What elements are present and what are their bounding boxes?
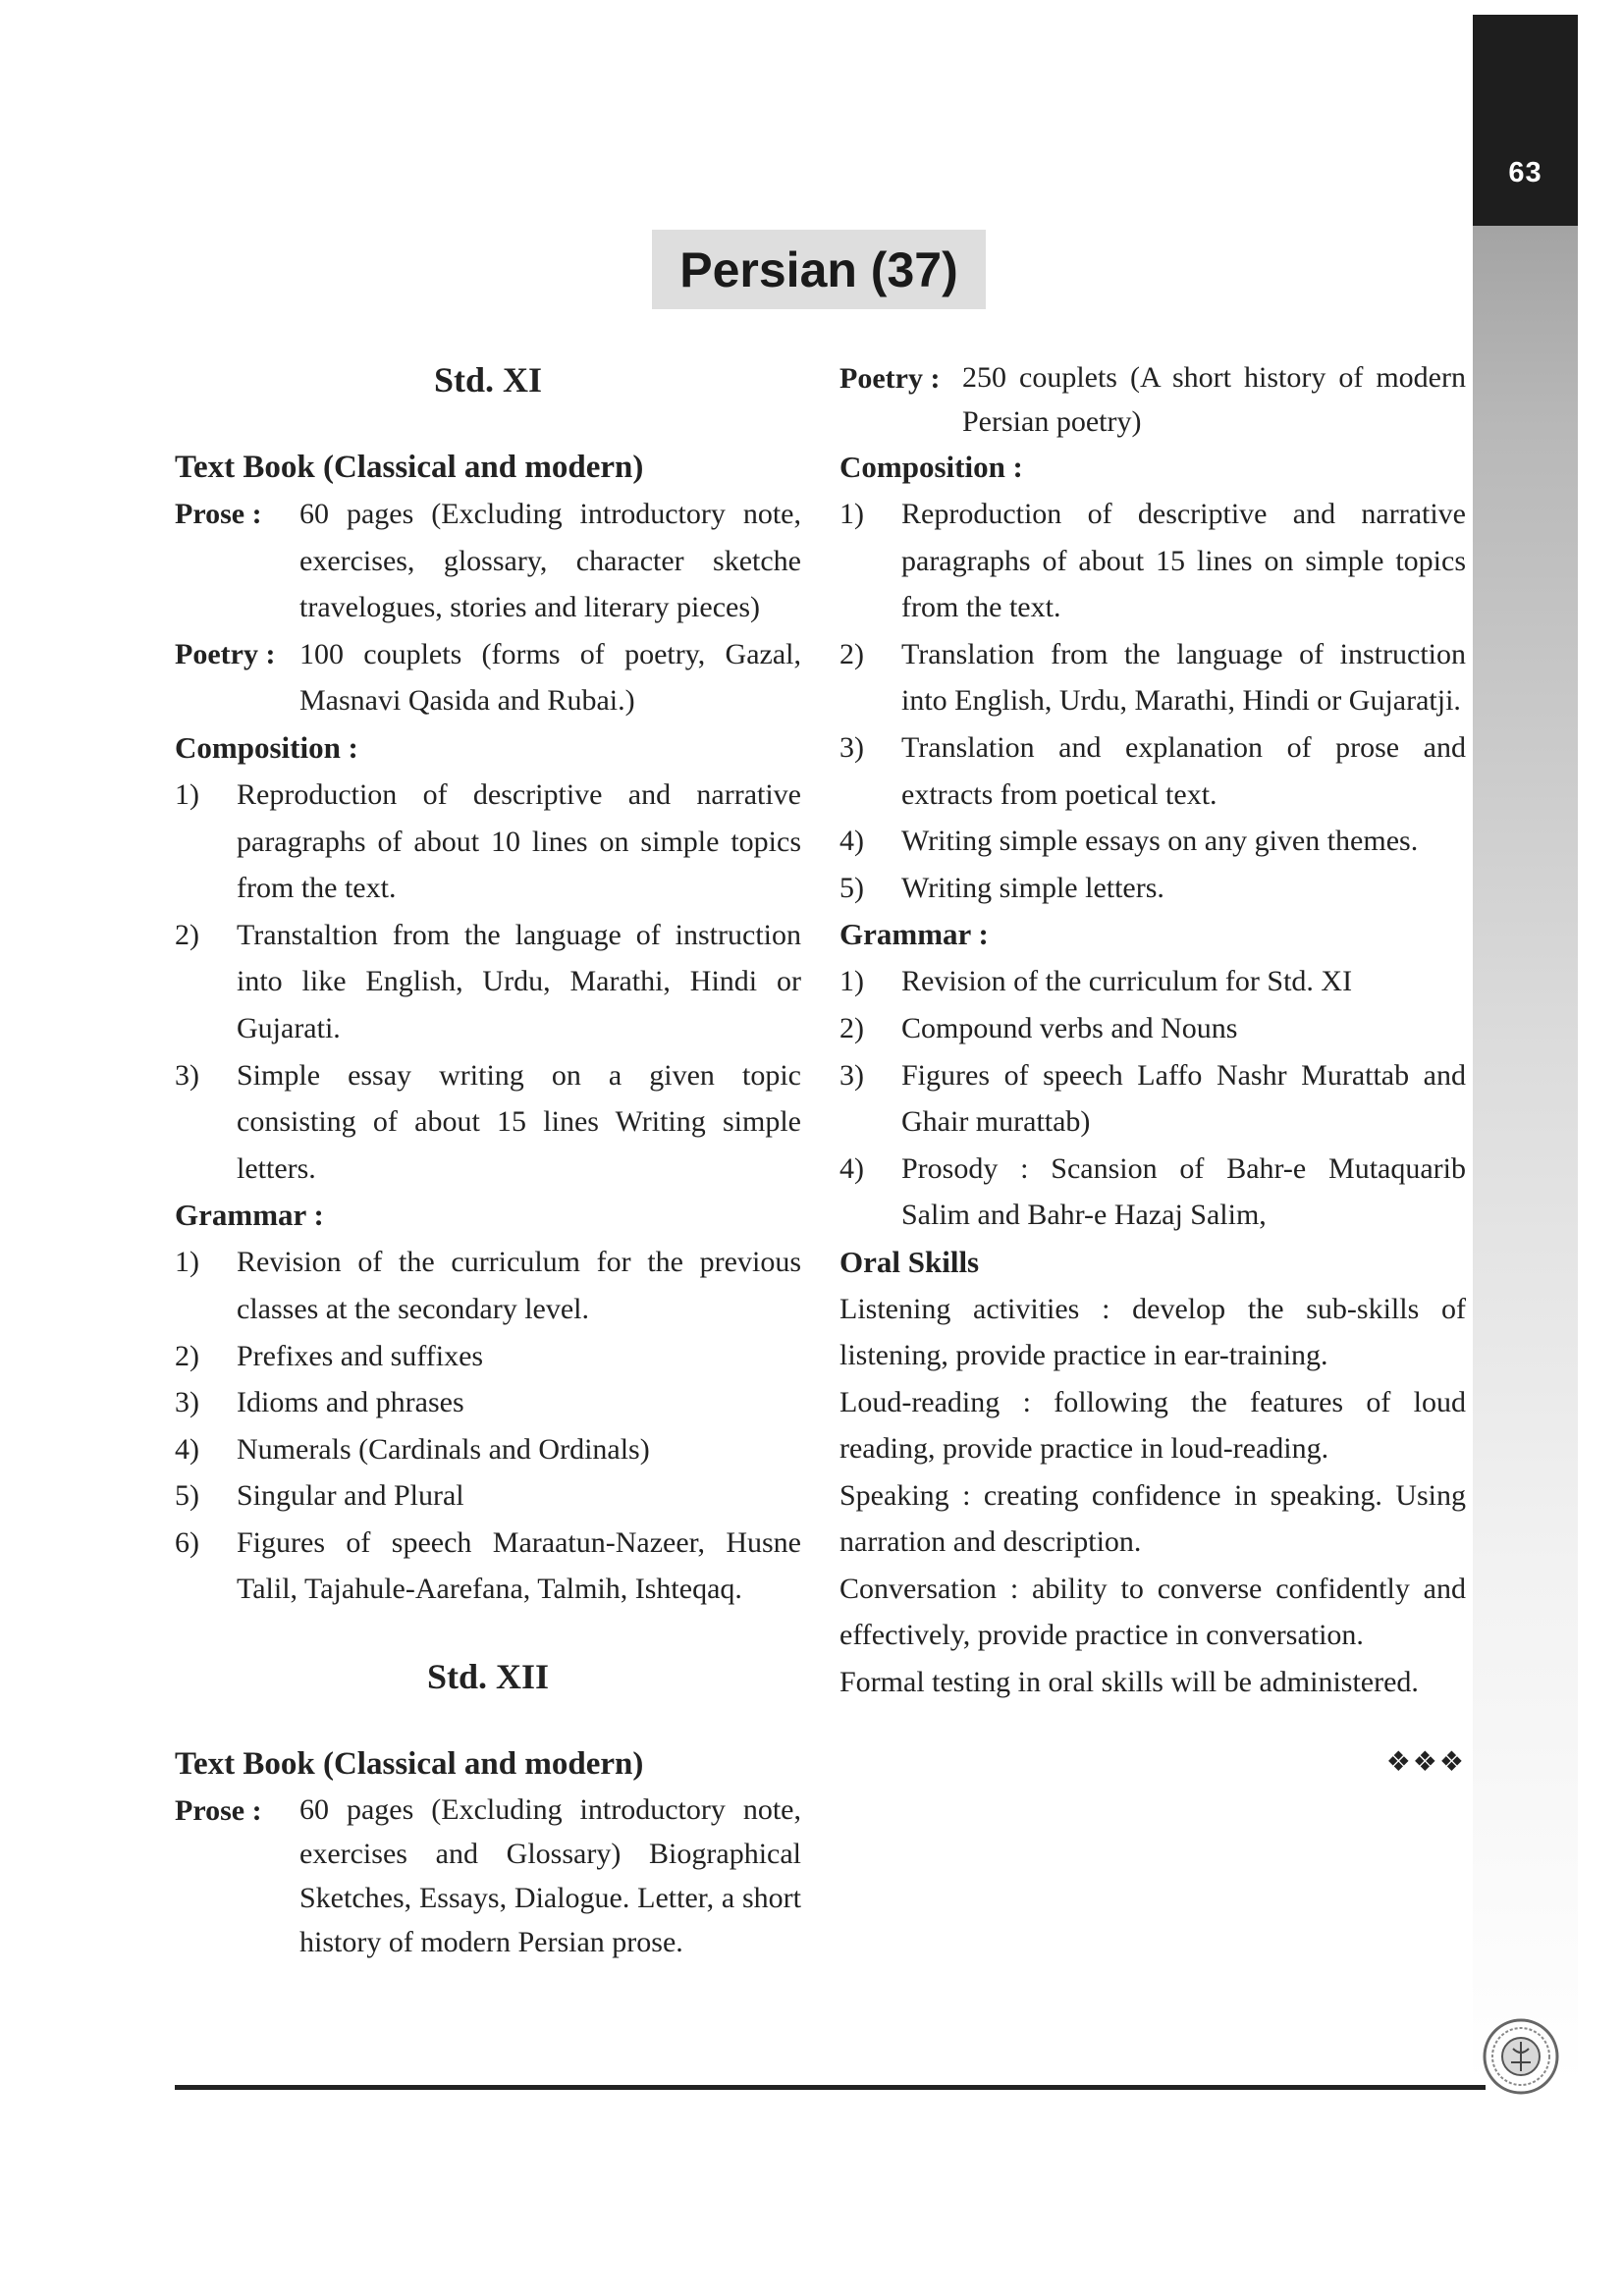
std-xi-grammar-list xyxy=(175,1239,801,1613)
end-ornament: ❖❖❖ xyxy=(1385,1747,1466,1779)
page-title: Persian (37) xyxy=(652,230,986,309)
page-tab xyxy=(1473,15,1578,226)
poetry-text: 100 couplets (forms of poetry, Gazal, Masnavi Qasida and Rubai.) xyxy=(299,637,801,718)
item-number: 1) xyxy=(175,1246,199,1279)
oral-skill-paragraph: Conversation : ability to converse confidently and effectively, provide practice in conversation. xyxy=(839,1572,1466,1652)
oral-skill-paragraph: Formal testing in oral skills will be administered. xyxy=(839,1665,1419,1698)
std-xii-prose xyxy=(175,1788,801,1964)
list-item xyxy=(175,1333,801,1380)
list-item xyxy=(839,958,1466,1005)
std-xi-textbook-heading: Text Book (Classical and modern) xyxy=(175,450,644,485)
item-number: 2) xyxy=(839,637,864,670)
item-text: Translation from the language of instruction into English, Urdu, Marathi, Hindi or Gujaratji. xyxy=(901,637,1466,718)
left-column xyxy=(175,353,801,1964)
item-text: Translation and explanation of prose and extracts from poetical text. xyxy=(901,730,1466,811)
item-number: 3) xyxy=(839,730,864,764)
item-text: Reproduction of descriptive and narrative paragraphs of about 15 lines on simple topics from the text. xyxy=(901,498,1466,624)
item-text: Figures of speech Maraatun-Nazeer, Husne Talil, Tajahule-Aarefana, Talmih, Ishteqaq. xyxy=(237,1525,801,1606)
item-text: Revision of the curriculum for the previous classes at the secondary level. xyxy=(237,1246,801,1325)
list-item xyxy=(839,1005,1466,1052)
std-xii-composition-heading: Composition : xyxy=(839,450,1023,484)
item-number: 2) xyxy=(175,1339,199,1372)
item-number: 3) xyxy=(175,1386,199,1419)
oral-skill-paragraph: Loud-reading : following the features of loud reading, provide practice in loud-reading. xyxy=(839,1385,1466,1466)
list-item xyxy=(175,912,801,1052)
poetry-text: 250 couplets (A short history of modern Persian poetry) xyxy=(962,361,1466,438)
item-text: Prefixes and suffixes xyxy=(237,1339,484,1372)
item-text: Singular and Plural xyxy=(237,1479,464,1513)
list-item xyxy=(175,1472,801,1520)
item-text: Writing simple essays on any given themes. xyxy=(901,825,1419,858)
item-text: Numerals (Cardinals and Ordinals) xyxy=(237,1432,650,1466)
std-xii-heading: Std. XII xyxy=(426,1657,550,1697)
item-number: 4) xyxy=(839,825,864,858)
item-number: 5) xyxy=(839,871,864,904)
item-number: 3) xyxy=(175,1058,199,1092)
oral-skill-paragraph: Listening activities : develop the sub-skills of listening, provide practice in ear-training. xyxy=(839,1292,1466,1372)
std-xi-poetry xyxy=(175,631,801,724)
std-xi-prose xyxy=(175,491,801,631)
list-item xyxy=(839,818,1466,865)
list-item xyxy=(839,865,1466,912)
list-item xyxy=(839,1052,1466,1146)
oral-skills-heading: Oral Skills xyxy=(839,1244,980,1279)
item-number: 4) xyxy=(175,1432,199,1466)
list-item xyxy=(175,1052,801,1193)
item-number: 6) xyxy=(175,1525,199,1559)
item-text: Compound verbs and Nouns xyxy=(901,1011,1238,1044)
std-xi-composition-list xyxy=(175,772,801,1192)
item-number: 3) xyxy=(839,1058,864,1092)
item-number: 4) xyxy=(839,1151,864,1185)
std-xii-grammar-heading: Grammar : xyxy=(839,917,989,952)
item-text: Figures of speech Laffo Nashr Murattab and Ghair murattab) xyxy=(901,1058,1466,1139)
item-number: 2) xyxy=(839,1011,864,1044)
prose-text: 60 pages (Excluding introductory note, exercises and Glossary) Biographical Sketches, Essays, Dialogue. Letter, a short history of modern Persian prose. xyxy=(299,1793,801,1959)
std-xii-composition-list xyxy=(839,491,1466,911)
list-item xyxy=(839,491,1466,631)
list-item xyxy=(175,1426,801,1473)
item-number: 2) xyxy=(175,918,199,951)
right-column xyxy=(839,355,1466,1787)
list-item xyxy=(839,631,1466,724)
bottom-rule xyxy=(175,2085,1486,2090)
item-text: Revision of the curriculum for Std. XI xyxy=(901,965,1353,998)
list-item xyxy=(839,1146,1466,1239)
std-xi-composition-heading: Composition : xyxy=(175,729,358,765)
item-text: Simple essay writing on a given topic consisting of about 15 lines Writing simple letters. xyxy=(237,1058,801,1185)
item-number: 5) xyxy=(175,1479,199,1513)
item-number: 1) xyxy=(839,965,864,998)
item-text: Prosody : Scansion of Bahr-e Mutaquarib Salim and Bahr-e Hazaj Salim, xyxy=(901,1151,1466,1232)
item-text: Reproduction of descriptive and narrative paragraphs of about 10 lines on simple topics from the text. xyxy=(237,777,801,905)
item-text: Writing simple letters. xyxy=(901,871,1164,904)
item-text: Transtaltion from the language of instruction into like English, Urdu, Marathi, Hindi or Gujarati. xyxy=(237,918,801,1044)
page-number: 63 xyxy=(1508,157,1542,188)
prose-label: Prose : xyxy=(175,1794,262,1828)
std-xii-textbook-heading: Text Book (Classical and modern) xyxy=(175,1746,644,1783)
oral-skills-list xyxy=(839,1286,1466,1706)
list-item xyxy=(175,1239,801,1332)
list-item xyxy=(175,1520,801,1613)
poetry-label: Poetry : xyxy=(839,362,941,395)
list-item xyxy=(175,772,801,912)
std-xi-heading: Std. XI xyxy=(433,360,543,400)
poetry-label: Poetry : xyxy=(175,637,276,670)
oral-skill-paragraph: Speaking : creating confidence in speaking. Using narration and description. xyxy=(839,1478,1466,1559)
std-xii-grammar-list xyxy=(839,958,1466,1239)
side-gradient-strip xyxy=(1473,15,1578,2086)
prose-text: 60 pages (Excluding introductory note, exercises, glossary, character sketche travelogues, stories and literary pieces) xyxy=(299,498,801,624)
list-item xyxy=(175,1379,801,1426)
item-text: Idioms and phrases xyxy=(237,1386,464,1419)
list-item xyxy=(839,724,1466,818)
item-number: 1) xyxy=(839,498,864,530)
std-xii-poetry xyxy=(839,355,1466,444)
board-emblem-icon xyxy=(1482,2017,1560,2096)
prose-label: Prose : xyxy=(175,498,262,530)
item-number: 1) xyxy=(175,777,199,811)
std-xi-grammar-heading: Grammar : xyxy=(175,1198,324,1233)
